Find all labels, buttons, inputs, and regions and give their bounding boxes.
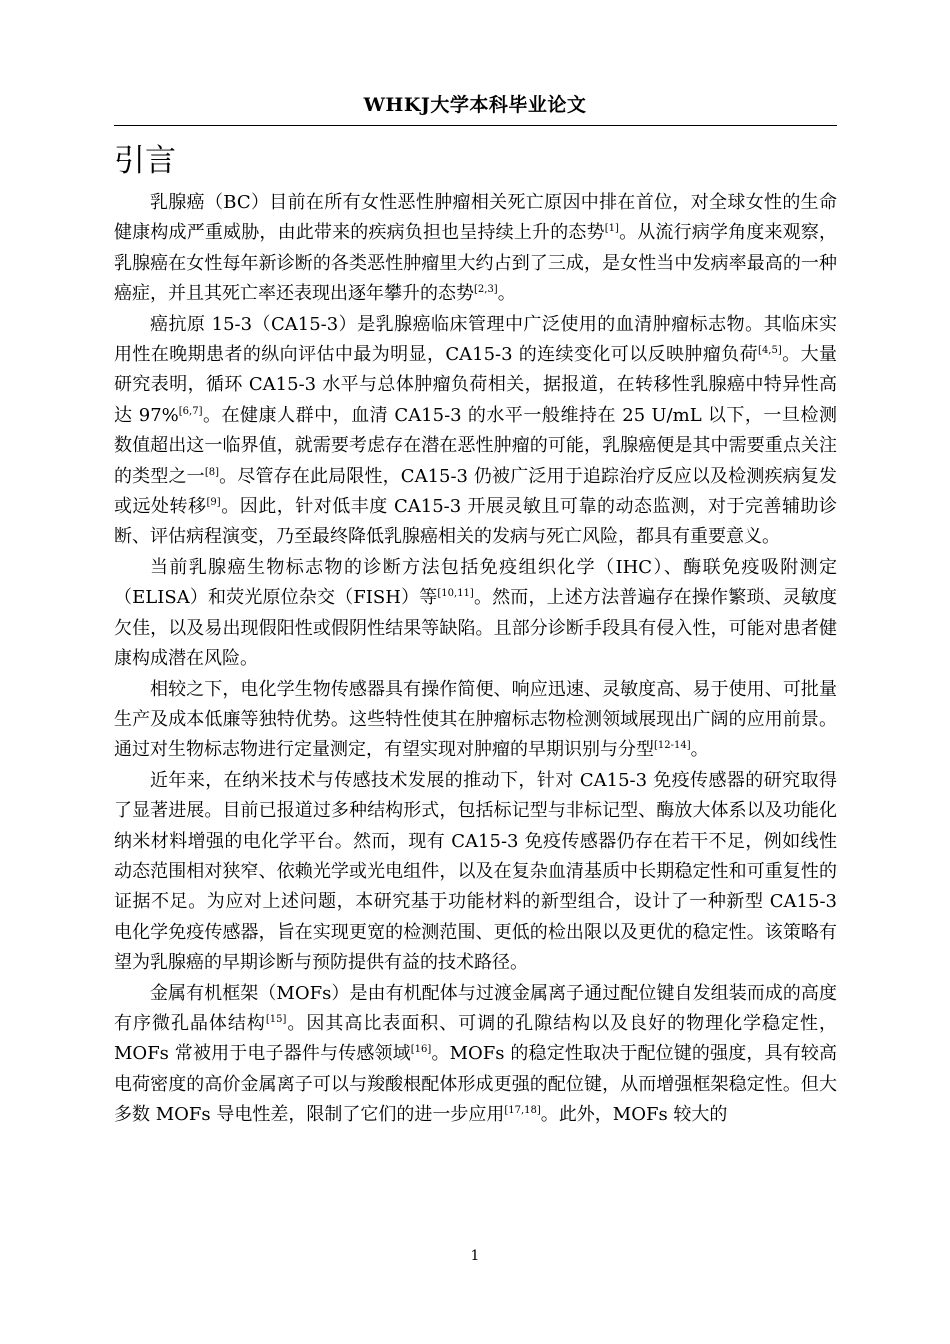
- text-run: 。大量研究表明，循环 CA15-3 水平与总体肿瘤负荷相关，据报道，在转移性乳腺癌中特异性高达 97%: [114, 344, 837, 426]
- text-run: 。然而，上述方法普遍存在操作繁琐、灵敏度欠佳，以及易出现假阳性或假阴性结果等缺陷。且部分诊断手段具有侵入性，可能对患者健康构成潜在风险。: [114, 587, 837, 670]
- citation: [16]: [410, 1044, 432, 1056]
- paragraph-6: [114, 979, 837, 1131]
- text-run: 。因其高比表面积、可调的孔隙结构以及良好的物理化学稳定性，MOFs 常被用于电子器件与传感领域: [114, 1012, 838, 1065]
- citation: [4,5]: [758, 345, 782, 357]
- section-title: 引言: [114, 143, 176, 179]
- citation: [12-14]: [654, 740, 691, 752]
- body-text: [114, 188, 837, 1131]
- text-run: 。: [690, 739, 709, 761]
- header-rule: [114, 125, 837, 126]
- citation: [10,11]: [437, 588, 474, 600]
- text-run: 金属有机框架（MOFs）是由有机配体与过渡金属离子通过配位键自发组装而成的高度有序微孔晶体结构: [114, 982, 837, 1034]
- text-run: 近年来，在纳米技术与传感技术发展的推动下，针对 CA15-3 免疫传感器的研究取得了显著进展。目前已报道过多种结构形式，包括标记型与非标记型、酶放大体系以及功能化纳米材料增强的电化学平台。然而，现有 CA15-3 免疫传感器仍存在若干不足，例如线性动态范围相对狭窄、依赖光学或光电组件，以及在复杂血清基质中长期稳定性和可重复性的证据不足。为应对上述问题，本研究基于功能材料的新型组合，设计了一种新型 CA15-3 电化学免疫传感器，旨在实现更宽的检测范围、更低的检出限以及更优的稳定性。该策略有望为乳腺癌的早期诊断与预防提供有益的技术路径。: [114, 769, 837, 974]
- paragraph-2: [114, 310, 837, 553]
- text-run: 。从流行病学角度来观察，乳腺癌在女性每年新诊断的各类恶性肿瘤里大约占到了三成，是女性当中发病率最高的一种癌症，并且其死亡率还表现出逐年攀升的态势: [114, 222, 838, 305]
- paragraph-3: [114, 553, 837, 675]
- text-run: 。尽管存在此局限性，CA15-3 仍被广泛用于追踪治疗反应以及检测疾病复发或远处转移: [114, 465, 838, 518]
- citation: [17,18]: [504, 1105, 541, 1117]
- paragraph-1: [114, 188, 837, 310]
- citation: [15]: [265, 1013, 287, 1025]
- citation: [8]: [204, 466, 219, 478]
- citation: [6,7]: [178, 405, 203, 417]
- citation: [2,3]: [474, 284, 498, 296]
- running-header: WHKJ大学本科毕业论文: [363, 94, 587, 116]
- text-run: 。MOFs 的稳定性取决于配位键的强度，具有较高电荷密度的高价金属离子可以与羧酸根配体形成更强的配位键，从而增强框架稳定性。但大多数 MOFs 导电性差，限制了它们的进一步应用: [114, 1043, 837, 1126]
- citation: [1]: [604, 223, 619, 235]
- text-run: 。: [497, 283, 516, 305]
- page-number: 1: [470, 1248, 480, 1264]
- text-run: 相较之下，电化学生物传感器具有操作简便、响应迅速、灵敏度高、易于使用、可批量生产及成本低廉等独特优势。这些特性使其在肿瘤标志物检测领域展现出广阔的应用前景。通过对生物标志物进行定量测定，有望实现对肿瘤的早期识别与分型: [114, 678, 837, 761]
- text-run: 。在健康人群中，血清 CA15-3 的水平一般维持在 25 U/mL 以下，一旦检测数值超出这一临界值，就需要考虑存在潜在恶性肿瘤的可能，乳腺癌便是其中需要重点关注的类型之一: [114, 404, 837, 487]
- text-run: 癌抗原 15-3（CA15-3）是乳腺癌临床管理中广泛使用的血清肿瘤标志物。其临床实用性在晚期患者的纵向评估中最为明显，CA15-3 的连续变化可以反映肿瘤负荷: [114, 313, 837, 366]
- citation: [9]: [206, 497, 221, 509]
- paragraph-5: [114, 766, 837, 979]
- text-run: 乳腺癌（BC）目前在所有女性恶性肿瘤相关死亡原因中排在首位，对全球女性的生命健康构成严重威胁，由此带来的疾病负担也呈持续上升的态势: [114, 192, 837, 244]
- text-run: 。此外，MOFs 较大的: [540, 1104, 728, 1126]
- paragraph-4: [114, 675, 837, 766]
- text-run: 当前乳腺癌生物标志物的诊断方法包括免疫组织化学（IHC）、酶联免疫吸附测定（ELISA）和荧光原位杂交（FISH）等: [114, 556, 837, 609]
- text-run: 。因此，针对低丰度 CA15-3 开展灵敏且可靠的动态监测，对于完善辅助诊断、评估病程演变，乃至最终降低乳腺癌相关的发病与死亡风险，都具有重要意义。: [114, 496, 838, 548]
